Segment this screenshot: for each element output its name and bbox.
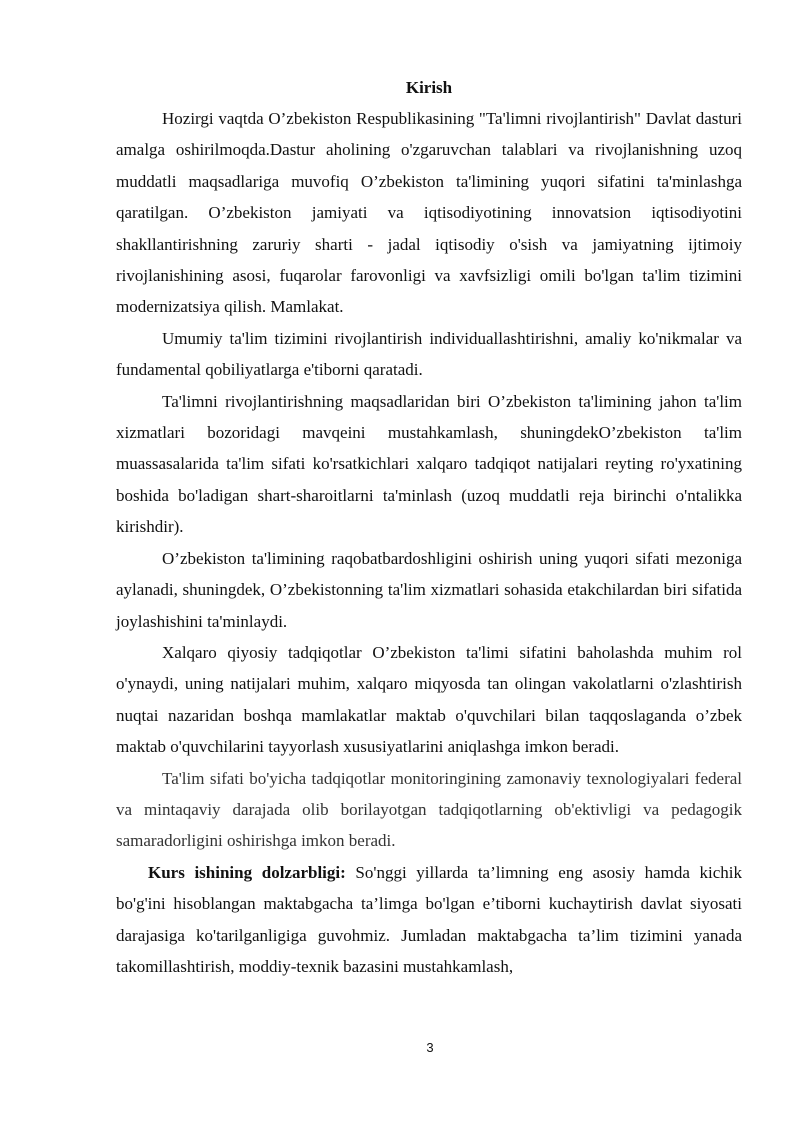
section-title: Kirish — [405, 78, 453, 97]
paragraph-relevance — [116, 857, 742, 983]
paragraph-monitoring: Ta'lim sifati bo'yicha tadqiqotlar monitoringining zamonaviy texnologiyalari federal va mintaqaviy darajada olib borilayotgan tadqiqotlarning ob'ektivligi va pedagogik samaradorligini oshirishga imkon beradi. — [116, 768, 742, 851]
relevance-text: So'nggi yillarda ta’limning eng asosiy hamda kichik bo'g'ini hisoblangan maktabgacha ta’limga bo'lgan e’tiborni kuchaytirish davlat siyosati darajasiga ko'tarilganligiga guvohmiz. Jumladan maktabgacha ta’lim tizimini yanada takomillashtirish, moddiy-texnik bazasini mustahkamlash, — [116, 862, 742, 976]
relevance-label: Kurs ishining dolzarbligi: — [148, 862, 346, 882]
paragraph-international-studies: Xalqaro qiyosiy tadqiqotlar O’zbekiston ta'limi sifatini baholashda muhim rol o'ynaydi, uning natijalari muhim, xalqaro miqyosda tan olingan vakolatlarni o'zlashtirish nuqtai nazaridan boshqa mamlakatlar maktab o'quvchilari bilan taqqoslaganda o’zbek maktab o'quvchilarini tayyorlash xususiyatlarini aniqlashga imkon beradi. — [116, 642, 742, 757]
page-number: 3 — [426, 1040, 434, 1055]
paragraph-development-goals: Ta'limni rivojlantirishning maqsadlaridan biri O’zbekiston ta'limining jahon ta'lim xizmatlari bozoridagi mavqeini mustahkamlash, shuningdekO’zbekiston ta'lim muassasalarida ta'lim sifati ko'rsatkichlari xalqaro tadqiqot natijalari reyting ro'yxatining boshida bo'ladigan shart-sharoitlarni ta'minlash (uzoq muddatli reja birinchi o'ntalikka kirishdir). — [116, 391, 742, 537]
paragraph-competitiveness: O’zbekiston ta'limining raqobatbardoshligini oshirish uning yuqori sifati mezoniga aylanadi, shuningdek, O’zbekistonning ta'lim xizmatlari sohasida etakchilardan biri sifatida joylashishini ta'minlaydi. — [116, 548, 742, 631]
paragraph-intro: Hozirgi vaqtda O’zbekiston Respublikasining "Ta'limni rivojlantirish" Davlat dasturi amalga oshirilmoqda.Dastur aholining o'zgaruvchan talablari va rivojlanishning uzoq muddatli maqsadlariga muvofiq O’zbekiston ta'limining yuqori sifatini ta'minlashga qaratilgan. O’zbekiston jamiyati va iqtisodiyotining innovatsion iqtisodiyotini shakllantirishning zaruriy sharti - jadal iqtisodiy o'sish va jamiyatning ijtimoiy rivojlanishining asosi, fuqarolar farovonligi va xavfsizligi omili bo'lgan ta'lim tizimini modernizatsiya qilish. Mamlakat. — [116, 109, 742, 317]
paragraph-general-education: Umumiy ta'lim tizimini rivojlantirish individuallashtirishni, amaliy ko'nikmalar va fundamental qobiliyatlarga e'tiborni qaratadi. — [116, 328, 742, 380]
